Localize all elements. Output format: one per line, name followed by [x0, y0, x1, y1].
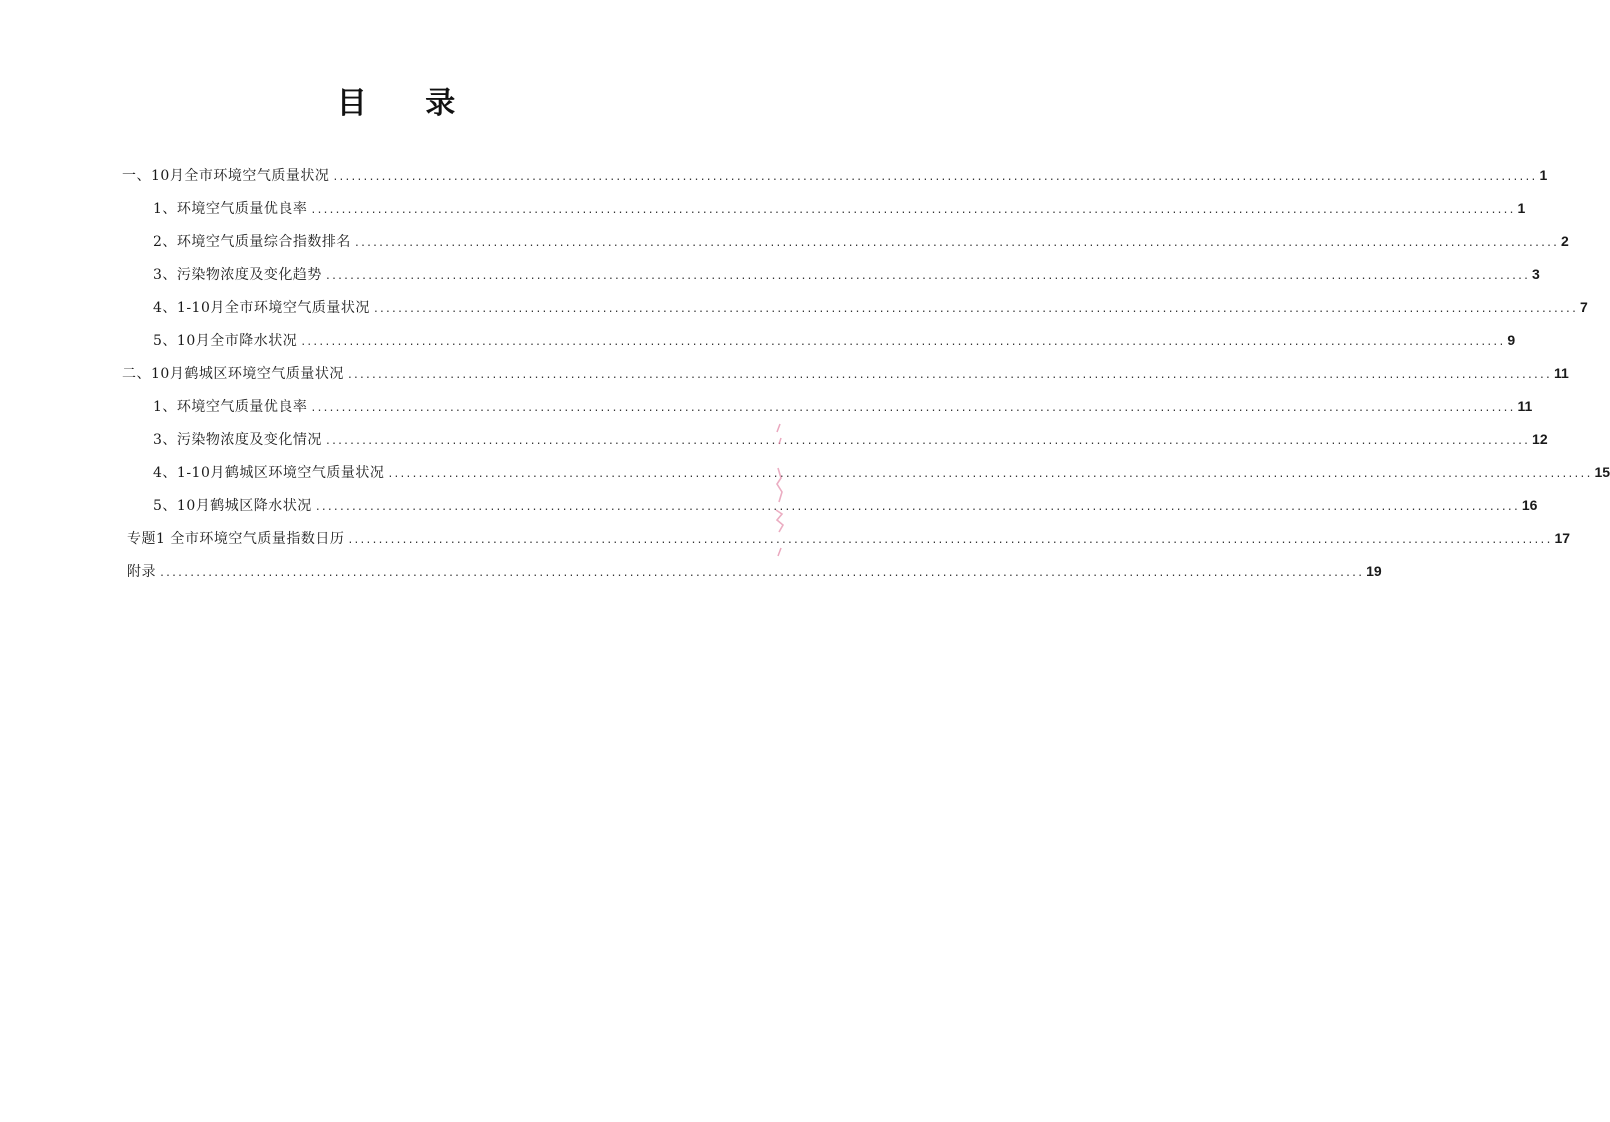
toc-leader-dots: ........................................................................................................................................................................................................: [387, 469, 1592, 480]
toc-entry-text: 4、1-10月鹤城区环境空气质量状况: [153, 465, 385, 481]
toc-entry[interactable]: [153, 231, 1569, 251]
toc-page-number: 11: [1553, 365, 1569, 381]
toc-page-number: 2: [1561, 233, 1569, 249]
toc-entry[interactable]: [153, 330, 1516, 350]
toc-page-number: 11: [1517, 398, 1533, 414]
toc-entry-text: 专题1 全市环境空气质量指数日历: [127, 531, 345, 547]
toc-leader-dots: ........................................................................................................................................................................................................: [310, 205, 1515, 216]
toc-leader-dots: ........................................................................................................................................................................................................: [324, 271, 1530, 282]
toc-leader-dots: ........................................................................................................................................................................................................: [332, 172, 1537, 183]
toc-entry-text: 5、10月全市降水状况: [153, 333, 298, 349]
toc-entry-text: 4、1-10月全市环境空气质量状况: [153, 300, 370, 316]
toc-entry-text: 1、环境空气质量优良率: [153, 201, 308, 217]
toc-page-number: 15: [1594, 464, 1610, 480]
toc-leader-dots: ........................................................................................................................................................................................................: [300, 337, 1505, 348]
toc-entry[interactable]: [127, 561, 1382, 581]
toc-entry-text: 3、污染物浓度及变化情况: [153, 432, 322, 448]
toc-entry-text: 3、污染物浓度及变化趋势: [153, 267, 322, 283]
toc-leader-dots: ........................................................................................................................................................................................................: [372, 304, 1577, 315]
toc-entry-text: 5、10月鹤城区降水状况: [153, 498, 312, 514]
toc-entry-text: 附录: [127, 564, 156, 580]
toc-leader-dots: ........................................................................................................................................................................................................: [159, 568, 1364, 579]
toc-page-number: 9: [1507, 332, 1516, 348]
toc-entry[interactable]: [127, 528, 1571, 548]
toc-entry-text: 二、10月鹤城区环境空气质量状况: [122, 366, 344, 382]
toc-entry[interactable]: [153, 198, 1526, 218]
toc-page-number: 7: [1579, 299, 1588, 315]
toc-leader-dots: ........................................................................................................................................................................................................: [314, 502, 1519, 513]
toc-entry[interactable]: [153, 495, 1538, 515]
toc-entry-text: 2、环境空气质量综合指数排名: [153, 234, 351, 250]
toc-leader-dots: ........................................................................................................................................................................................................: [347, 535, 1552, 546]
toc-page-number: 12: [1532, 431, 1548, 447]
toc-leader-dots: ........................................................................................................................................................................................................: [353, 238, 1559, 249]
toc-leader-dots: ........................................................................................................................................................................................................: [346, 370, 1551, 381]
toc-page-number: 19: [1366, 563, 1382, 579]
toc-entry-text: 一、10月全市环境空气质量状况: [122, 168, 330, 184]
toc-page-number: 3: [1532, 266, 1540, 282]
toc-page-number: 17: [1554, 530, 1571, 546]
toc-entry[interactable]: [122, 363, 1569, 383]
toc-leader-dots: ........................................................................................................................................................................................................: [310, 403, 1515, 414]
toc-page-number: 1: [1539, 167, 1548, 183]
seal-edge-mark: [768, 420, 788, 560]
toc-leader-dots: ........................................................................................................................................................................................................: [324, 436, 1530, 447]
page-title: 目 录: [336, 86, 480, 121]
toc-entry[interactable]: [153, 264, 1540, 284]
toc-page-number: 16: [1521, 497, 1538, 513]
toc-entry[interactable]: [153, 396, 1533, 416]
toc-entry[interactable]: [153, 297, 1588, 317]
toc-entry[interactable]: [122, 165, 1548, 185]
toc-entry-text: 1、环境空气质量优良率: [153, 399, 308, 415]
toc-page-number: 1: [1517, 200, 1526, 216]
toc-entry[interactable]: [153, 462, 1610, 482]
toc-entry[interactable]: [153, 429, 1548, 449]
